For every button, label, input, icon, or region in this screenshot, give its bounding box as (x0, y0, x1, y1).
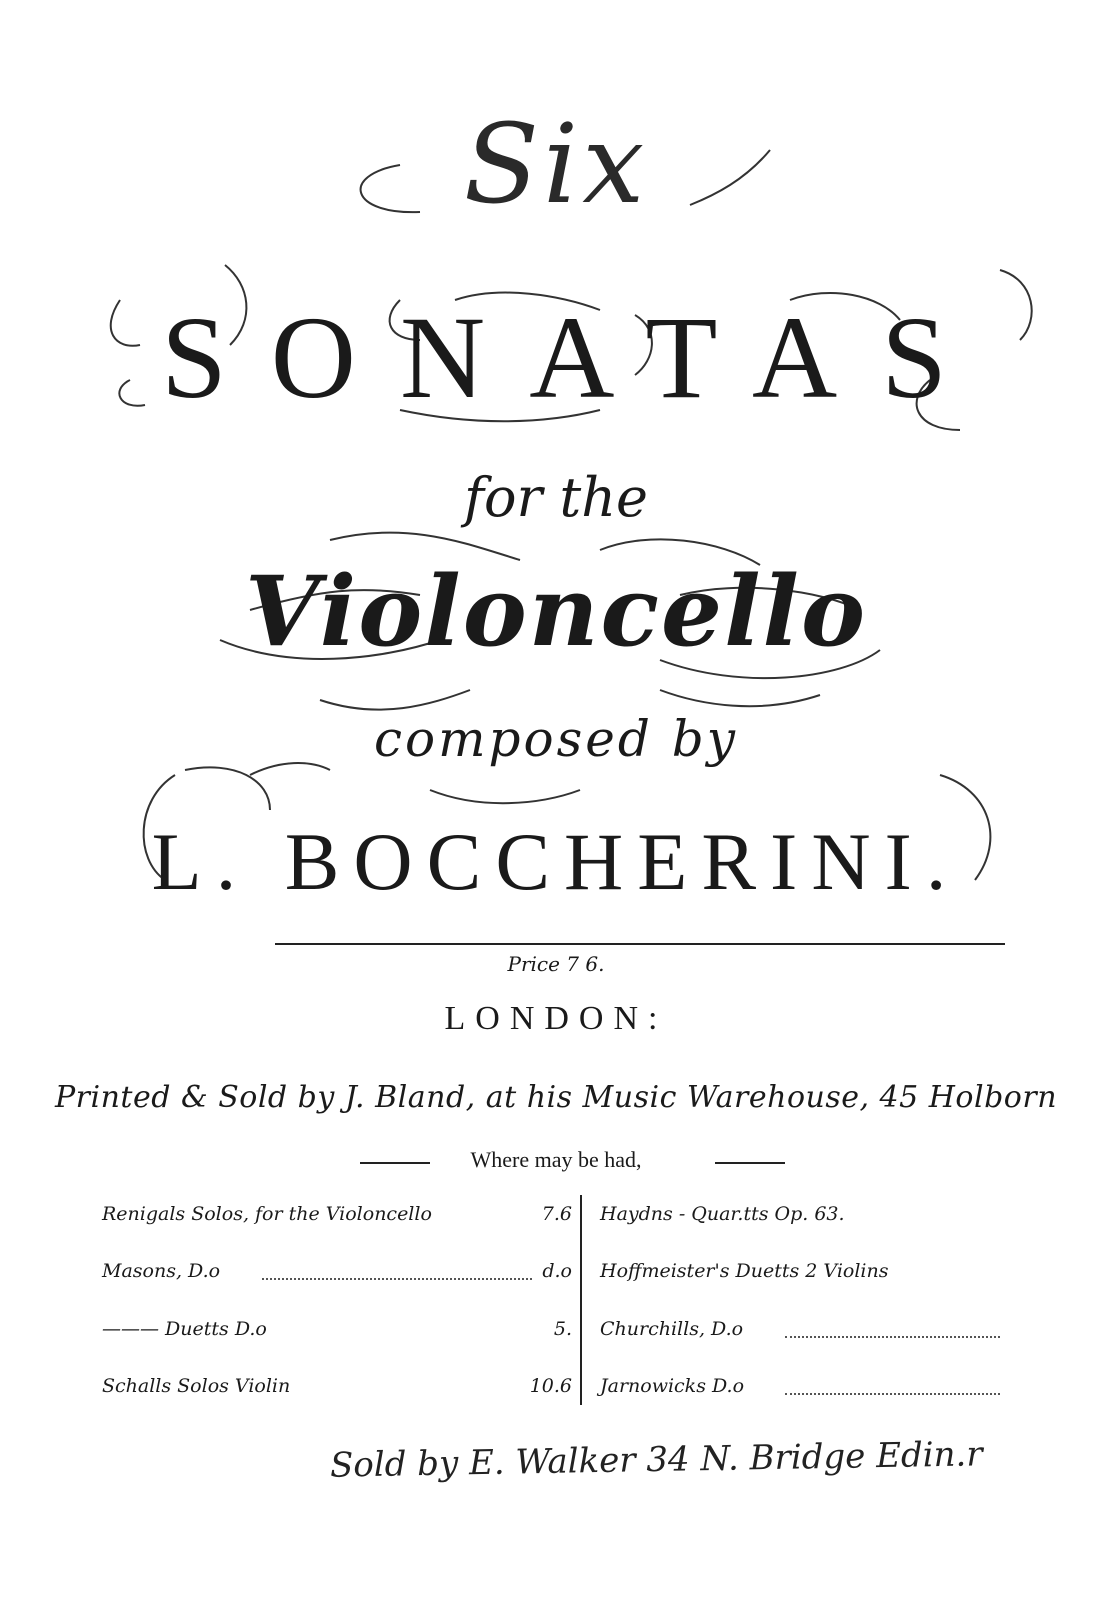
handwritten-signature: Sold by E. Walker 34 N. Bridge Edin.r (329, 1434, 983, 1486)
catalogue-right-item (600, 1375, 1010, 1397)
catalogue-price: 5. (553, 1318, 572, 1340)
price-label: Price 7 6. (507, 952, 605, 976)
catalogue-title: Renigals Solos, for the Violoncello (102, 1203, 432, 1225)
catalogue-title: Churchills, D.o (600, 1318, 744, 1340)
title-composed-by: composed by (373, 710, 739, 768)
dot-leader (262, 1278, 532, 1280)
catalogue-divider (580, 1195, 582, 1405)
catalogue-right-item (600, 1203, 1010, 1225)
catalogue-right-item (600, 1260, 1010, 1282)
where-may-be-had: Where may be had, (470, 1147, 642, 1172)
catalogue-left-item (102, 1375, 572, 1397)
title-six: Six (463, 100, 649, 228)
catalogue-price: d.o (542, 1260, 572, 1282)
catalogue-price: 7.6 (541, 1203, 572, 1225)
dot-leader (785, 1393, 1000, 1395)
title-for-the: for the (464, 466, 648, 529)
catalogue-price: 10.6 (529, 1375, 572, 1397)
title-instrument: Violoncello (244, 555, 868, 668)
catalogue-left-item (102, 1260, 572, 1282)
composer-name: L. BOCCHERINI. (151, 816, 961, 907)
imprint-publisher: Printed & Sold by J. Bland, at his Music Warehouse, 45 Holborn (54, 1080, 1058, 1115)
dot-leader (785, 1336, 1000, 1338)
catalogue-title: Schalls Solos Violin (102, 1375, 291, 1397)
title-sonatas: SONATAS (161, 292, 991, 423)
catalogue-right-item (600, 1318, 1010, 1340)
catalogue-title: ——— Duetts D.o (102, 1318, 267, 1340)
catalogue-title: Haydns - Quar.tts Op. 63. (600, 1203, 845, 1225)
catalogue-title: Jarnowicks D.o (600, 1375, 745, 1397)
dash-right (715, 1162, 785, 1164)
catalogue-title: Hoffmeister's Duetts 2 Violins (600, 1260, 889, 1282)
catalogue-title: Masons, D.o (102, 1260, 221, 1282)
divider-rule (275, 943, 1005, 945)
catalogue-left-item (102, 1318, 572, 1340)
imprint-city: LONDON: (444, 1000, 668, 1037)
catalogue-left-item (102, 1203, 572, 1225)
